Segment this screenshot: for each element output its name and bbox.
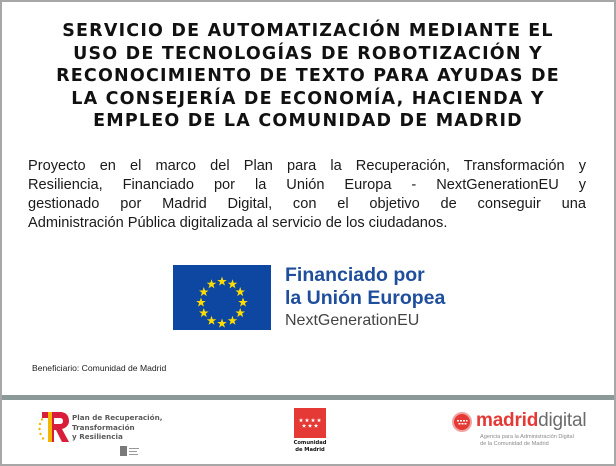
eu-funding-logo bbox=[173, 264, 463, 334]
comunidad-madrid-text bbox=[292, 440, 328, 453]
description-line: Resiliencia, Financiado por la Unión Europa - NextGenerationEU y bbox=[28, 177, 586, 193]
title-line: SERVICIO DE AUTOMATIZACIÓN MEDIANTE EL bbox=[62, 21, 554, 41]
cm-line: de Madrid bbox=[295, 446, 325, 453]
footer-divider bbox=[2, 395, 614, 400]
wordmark-digital: digital bbox=[538, 410, 587, 431]
md-sub-line: de la Comunidad de Madrid bbox=[480, 440, 549, 447]
title-line: RECONOCIMIENTO DE TEXTO PARA AYUDAS DE bbox=[56, 66, 560, 87]
madrid-digital-wordmark bbox=[476, 408, 586, 434]
md-sub-line: Agencia para la Administración Digital bbox=[480, 434, 574, 440]
title-line: USO DE TECNOLOGÍAS DE ROBOTIZACIÓN Y bbox=[73, 43, 543, 64]
eu-funding-line-2: la Unión Europea bbox=[285, 287, 446, 309]
prtr-logo bbox=[38, 406, 178, 451]
title-line: LA CONSEJERÍA DE ECONOMÍA, HACIENDA Y bbox=[71, 88, 545, 109]
comunidad-madrid-flag-icon bbox=[294, 408, 326, 438]
spanish-government-crest-icon bbox=[120, 443, 142, 453]
madrid-digital-logo bbox=[452, 408, 592, 453]
eu-funding-text bbox=[285, 264, 445, 332]
comunidad-madrid-logo bbox=[292, 408, 328, 456]
cm-line: Comunidad bbox=[293, 440, 327, 446]
prtr-line: Plan de Recuperación, bbox=[72, 413, 163, 422]
description-line: Administración Pública digitalizada al servicio de los ciudadanos. bbox=[28, 215, 448, 231]
wordmark-madrid: madrid bbox=[476, 410, 539, 431]
project-description bbox=[28, 157, 586, 233]
madrid-digital-logo-icon bbox=[452, 412, 472, 432]
prtr-logo-text bbox=[72, 413, 162, 442]
eu-flag-icon bbox=[173, 265, 271, 330]
prtr-line: y Resiliencia bbox=[72, 432, 123, 441]
madrid-digital-subtitle bbox=[480, 434, 574, 447]
beneficiary-label: Beneficiario: Comunidad de Madrid bbox=[32, 363, 167, 373]
prtr-logo-icon bbox=[38, 410, 70, 444]
title-line: EMPLEO DE LA COMUNIDAD DE MADRID bbox=[93, 111, 523, 132]
description-line: Proyecto en el marco del Plan para la Recuperación, Transformación y bbox=[28, 158, 586, 174]
prtr-line: Transformación bbox=[72, 422, 135, 432]
description-line: gestionado por Madrid Digital, con el objetivo de conseguir una bbox=[28, 196, 586, 212]
eu-funding-line-3: NextGenerationEU bbox=[285, 312, 420, 329]
page-title bbox=[20, 20, 596, 133]
eu-funding-line-1: Financiado por bbox=[285, 264, 425, 286]
